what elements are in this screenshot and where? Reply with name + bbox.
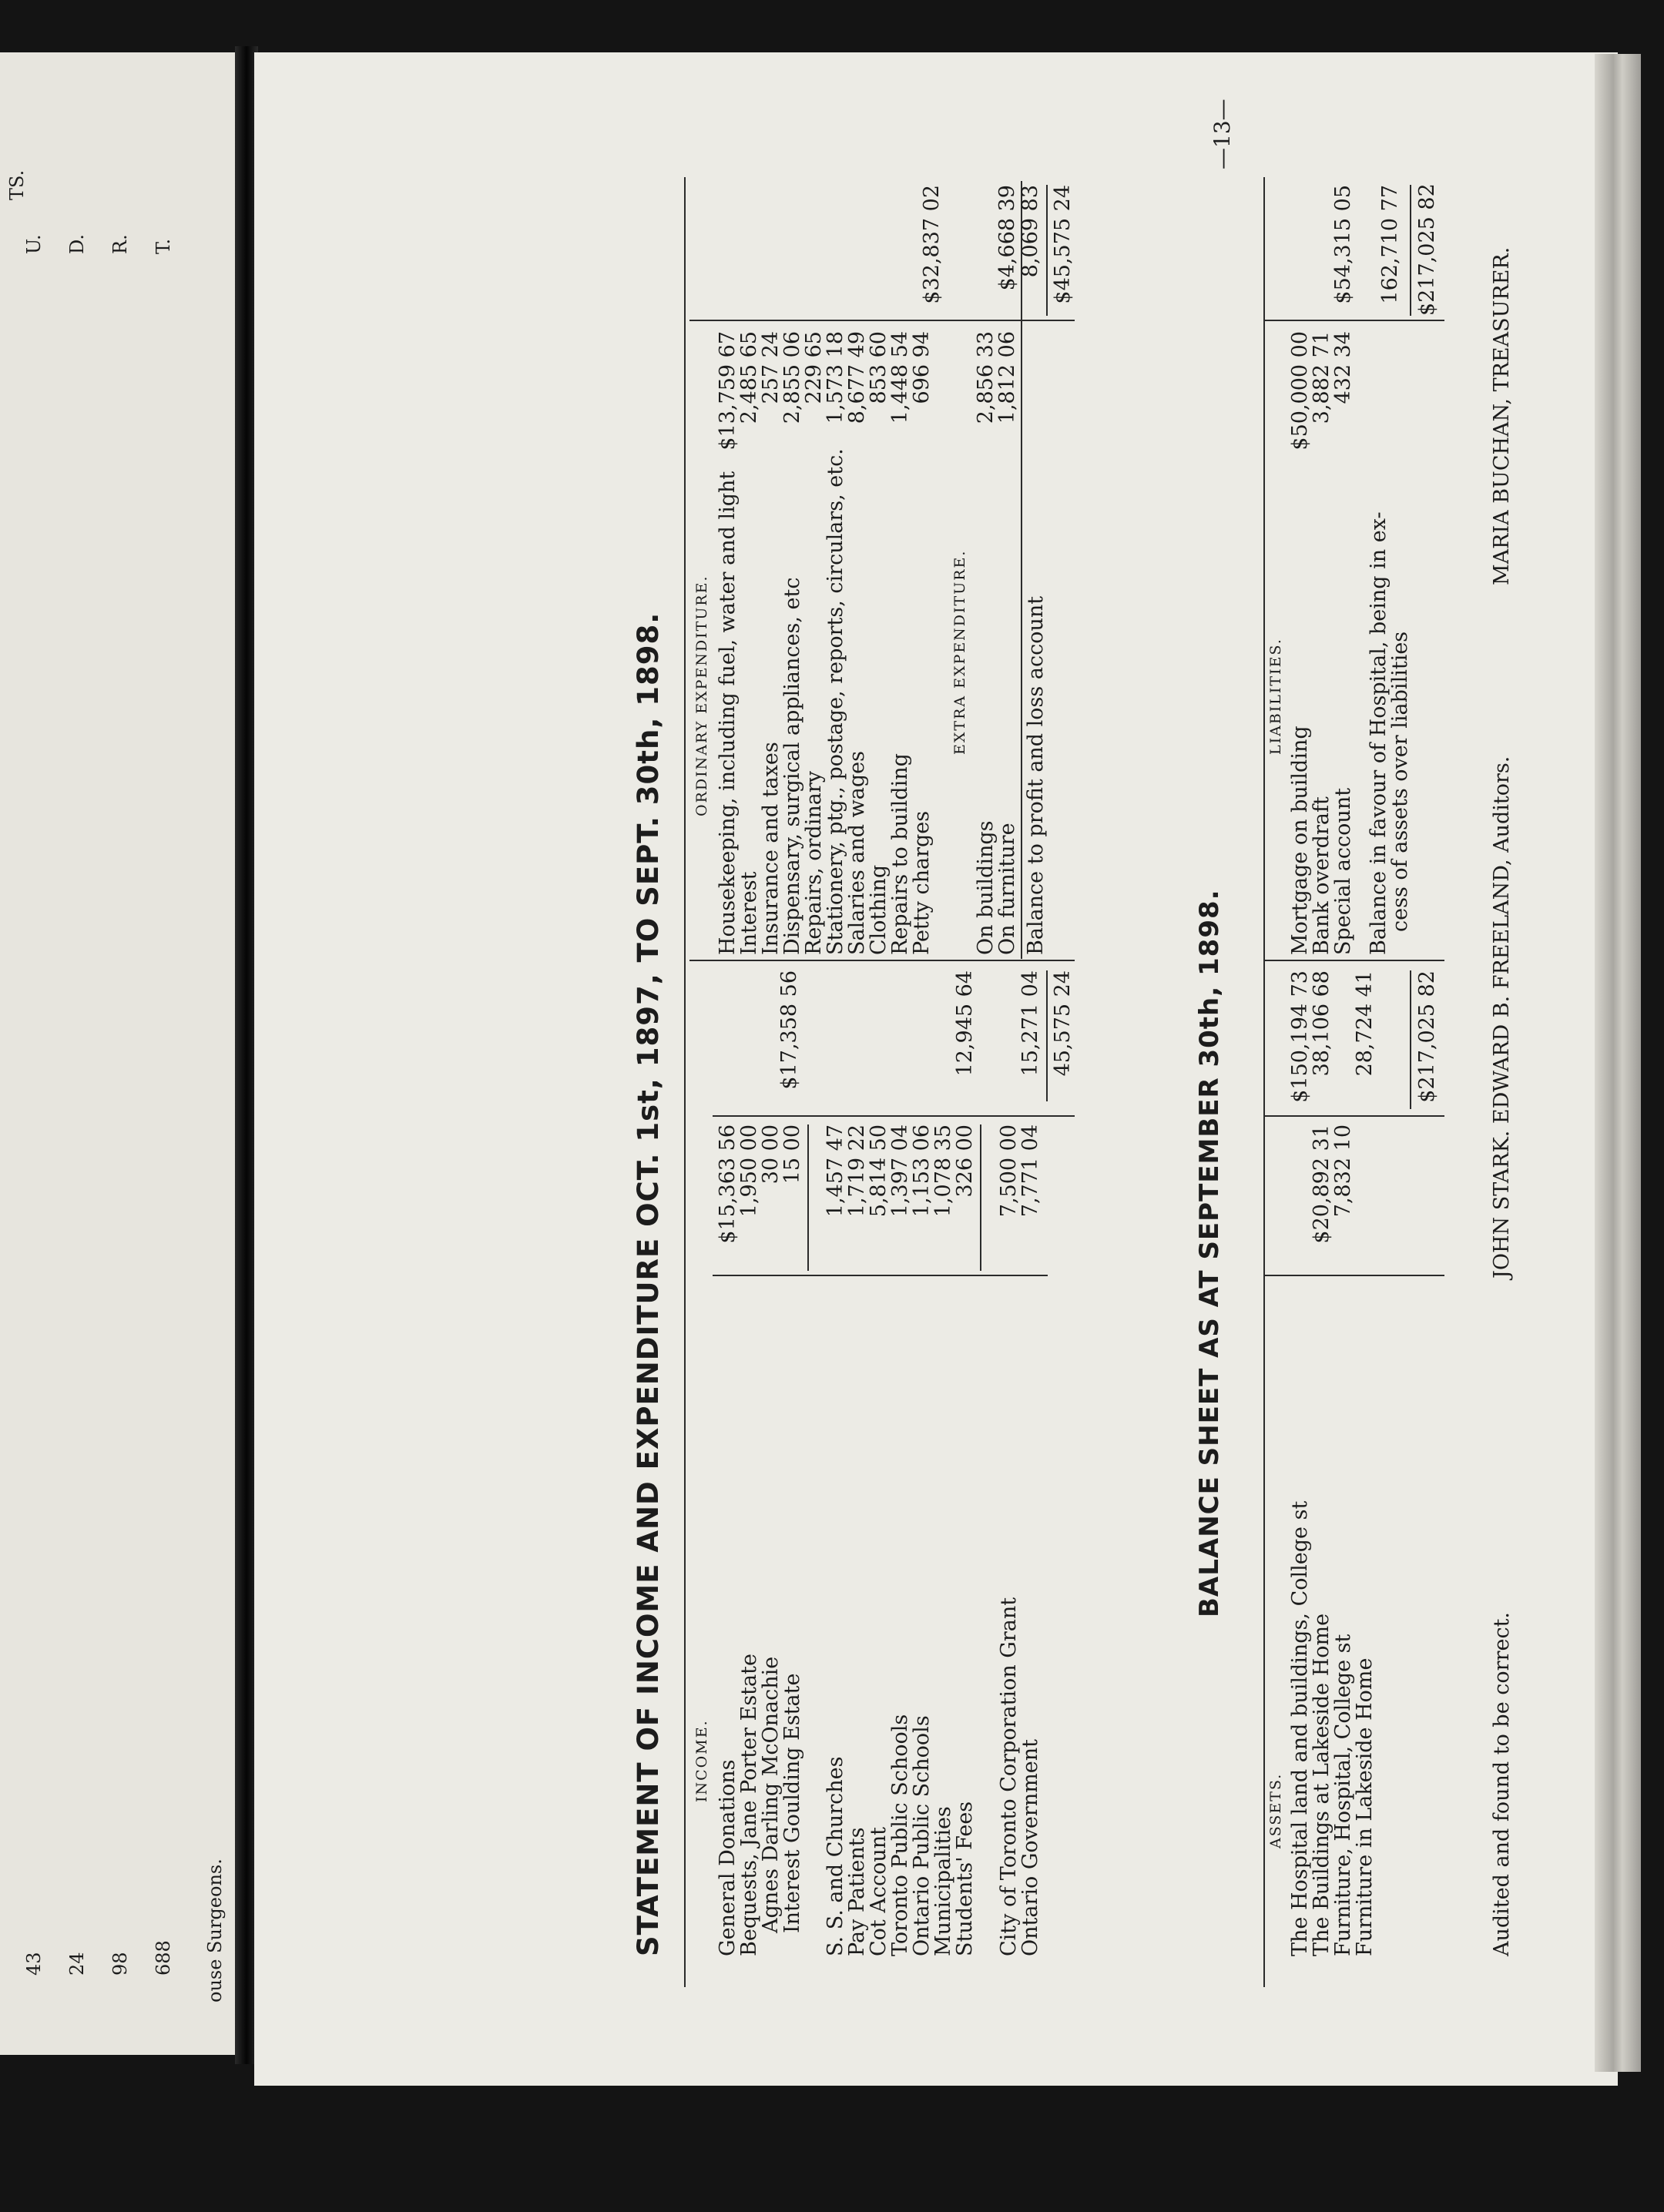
balance-amount: 8,069 83 bbox=[1018, 185, 1042, 278]
page-number: —13— bbox=[1209, 99, 1235, 169]
asset-label: Furniture in Lakeside Home bbox=[1353, 1657, 1377, 1956]
left-table-columns bbox=[23, 100, 196, 254]
income-amount: 5,814 50 bbox=[867, 1124, 891, 1218]
income-heading: INCOME. bbox=[693, 1719, 710, 1802]
income-total: 45,575 24 bbox=[1051, 970, 1075, 1077]
asset-label: The Buildings at Lakeside Home bbox=[1310, 1613, 1334, 1956]
audit-statement: Audited and found to be correct. bbox=[1490, 1611, 1514, 1956]
balance-favour-amount: 162,710 77 bbox=[1378, 185, 1402, 304]
income-label: Students' Fees bbox=[953, 1801, 977, 1956]
expense-label: Repairs to building bbox=[888, 753, 912, 955]
income-label: Pay Patients bbox=[845, 1827, 869, 1956]
income-amount: 1,457 47 bbox=[824, 1124, 847, 1218]
income-column-rule bbox=[713, 1115, 1075, 1117]
asset-column-rule bbox=[1263, 1115, 1444, 1117]
income-amount: 1,950 00 bbox=[737, 1124, 761, 1218]
expense-label: Housekeeping, including fuel, water and light bbox=[716, 471, 740, 955]
income-amount: 7,500 00 bbox=[997, 1124, 1021, 1218]
column-total: 43 bbox=[23, 1952, 45, 1976]
column-total: 98 bbox=[109, 1952, 131, 1976]
income-label: Ontario Government bbox=[1018, 1738, 1042, 1956]
asset-column-rule bbox=[1263, 1275, 1444, 1276]
asset-label: Furniture, Hospital, College st bbox=[1331, 1634, 1355, 1956]
income-rule bbox=[807, 1124, 809, 1271]
income-label: Bequests, Jane Porter Estate bbox=[737, 1654, 761, 1956]
page-edge bbox=[1595, 54, 1641, 2072]
income-column-rule bbox=[713, 1275, 1048, 1276]
expense-amount: 1,573 18 bbox=[824, 331, 847, 424]
treasurer-signature: MARIA BUCHAN, TREASURER. bbox=[1490, 246, 1514, 585]
liability-amount: $50,000 00 bbox=[1288, 331, 1312, 451]
expense-amount: $13,759 67 bbox=[716, 331, 740, 451]
income-label: Ontario Public Schools bbox=[910, 1715, 934, 1956]
left-page-content bbox=[0, 31, 231, 2018]
balance-favour-label-cont: cess of assets over liabilities bbox=[1388, 631, 1412, 932]
income-label: Toronto Public Schools bbox=[888, 1714, 912, 1956]
column-total: 24 bbox=[66, 1952, 88, 1976]
asset-total: 38,106 68 bbox=[1310, 970, 1334, 1077]
left-header-fragment: TS. bbox=[6, 169, 28, 200]
statement-bottom-rule bbox=[1263, 177, 1265, 1987]
asset-amount: 7,832 10 bbox=[1331, 1124, 1355, 1218]
expense-label: Clothing bbox=[867, 864, 891, 955]
asset-total: $150,194 73 bbox=[1288, 970, 1312, 1103]
income-amount: 1,153 06 bbox=[910, 1124, 934, 1218]
liabilities-heading: LIABILITIES. bbox=[1267, 638, 1284, 755]
extra-heading: EXTRA EXPENDITURE. bbox=[951, 549, 968, 755]
column-header: R. bbox=[109, 234, 131, 254]
income-amount: 1,719 22 bbox=[845, 1124, 869, 1218]
expense-label: Insurance and taxes bbox=[759, 742, 783, 955]
expense-label: On buildings bbox=[974, 820, 998, 955]
expense-column-rule bbox=[689, 320, 1075, 321]
liability-amount: 432 34 bbox=[1331, 331, 1355, 404]
column-header: T. bbox=[153, 238, 174, 254]
balance-center-rule bbox=[1263, 960, 1444, 961]
income-amount: 1,397 04 bbox=[888, 1124, 912, 1218]
column-header: U. bbox=[23, 234, 45, 254]
income-rule bbox=[1046, 970, 1048, 1101]
liability-column-rule bbox=[1263, 320, 1444, 321]
expense-label: Interest bbox=[737, 871, 761, 955]
ordinary-total: $32,837 02 bbox=[920, 185, 944, 304]
expense-amount: 853 60 bbox=[867, 331, 891, 404]
expense-label: On furniture bbox=[995, 823, 1019, 955]
income-amount: 326 00 bbox=[953, 1124, 977, 1198]
income-amount: 7,771 04 bbox=[1018, 1124, 1042, 1218]
expense-amount: 2,855 06 bbox=[780, 331, 804, 424]
balance-favour-label: Balance in favour of Hospital, being in ex- bbox=[1367, 511, 1391, 955]
expense-label: Petty charges bbox=[910, 810, 934, 955]
liability-amount: 3,882 71 bbox=[1310, 331, 1334, 424]
liability-label: Mortgage on building bbox=[1288, 726, 1312, 955]
ordinary-heading: ORDINARY EXPENDITURE. bbox=[693, 575, 710, 816]
expense-amount: 2,485 65 bbox=[737, 331, 761, 424]
income-label: City of Toronto Corporation Grant bbox=[997, 1597, 1021, 1956]
asset-amount: $20,892 31 bbox=[1310, 1124, 1334, 1244]
left-table-totals bbox=[23, 1914, 196, 1976]
expense-label: Salaries and wages bbox=[845, 751, 869, 955]
auditors-signature: JOHN STARK. EDWARD B. FREELAND, Auditors. bbox=[1490, 756, 1514, 1279]
expense-label: Stationery, ptg., postage, reports, circulars, etc. bbox=[824, 448, 847, 955]
expenditure-total: $45,575 24 bbox=[1051, 185, 1075, 304]
income-subtotal: 12,945 64 bbox=[953, 970, 977, 1077]
statement-title: STATEMENT OF INCOME AND EXPENDITURE OCT. 1st, 1897, TO SEPT. 30th, 1898. bbox=[632, 612, 665, 1956]
expense-rule bbox=[1046, 185, 1048, 316]
expense-amount: 1,812 06 bbox=[995, 331, 1019, 424]
income-amount: 15 00 bbox=[780, 1124, 804, 1185]
expense-amount: 1,448 54 bbox=[888, 331, 912, 424]
expense-label: Dispensary, surgical appliances, etc bbox=[780, 577, 804, 955]
income-rule bbox=[980, 1124, 981, 1271]
income-subtotal: $17,358 56 bbox=[777, 970, 801, 1090]
asset-rule bbox=[1410, 970, 1411, 1109]
income-label: Cot Account bbox=[867, 1827, 891, 1956]
assets-heading: ASSETS. bbox=[1267, 1772, 1284, 1848]
column-header: D. bbox=[66, 233, 88, 254]
rotated-page-content bbox=[270, 77, 1579, 2049]
expense-amount: 8,677 49 bbox=[845, 331, 869, 424]
expense-amount: 2,856 33 bbox=[974, 331, 998, 424]
income-label: General Donations bbox=[716, 1759, 740, 1956]
liability-label: Special account bbox=[1331, 787, 1355, 955]
column-total: 688 bbox=[153, 1940, 174, 1976]
balance-sheet-title: BALANCE SHEET AS AT SEPTEMBER 30th, 1898. bbox=[1194, 889, 1225, 1617]
income-label: Interest Goulding Estate bbox=[780, 1673, 804, 1933]
income-label: S. S. and Churches bbox=[824, 1756, 847, 1956]
income-amount: 1,078 35 bbox=[931, 1124, 955, 1218]
liabilities-subtotal: $54,315 05 bbox=[1331, 185, 1355, 304]
income-amount: $15,363 56 bbox=[716, 1124, 740, 1244]
income-label: Municipalities bbox=[931, 1806, 955, 1956]
liabilities-total: $217,025 82 bbox=[1415, 183, 1439, 316]
assets-total: $217,025 82 bbox=[1415, 970, 1439, 1103]
income-subtotal: 15,271 04 bbox=[1018, 970, 1042, 1077]
income-label: Agnes Darling McOnachie bbox=[759, 1656, 783, 1933]
extra-total: $4,668 39 bbox=[995, 185, 1019, 291]
asset-total: 28,724 41 bbox=[1353, 970, 1377, 1077]
income-amount: 30 00 bbox=[759, 1124, 783, 1185]
statement-top-rule bbox=[684, 177, 686, 1987]
expense-amount: 696 94 bbox=[910, 331, 934, 404]
expense-amount: 229 65 bbox=[802, 331, 826, 404]
liability-label: Bank overdraft bbox=[1310, 796, 1334, 955]
left-footnote-fragment: ouse Surgeons. bbox=[204, 1858, 226, 2003]
balance-label: Balance to profit and loss account bbox=[1024, 595, 1048, 955]
expense-amount: 257 24 bbox=[759, 331, 783, 404]
statement-center-rule bbox=[689, 960, 1075, 961]
expense-label: Repairs, ordinary bbox=[802, 771, 826, 955]
liability-rule bbox=[1410, 185, 1411, 316]
asset-label: The Hospital land and buildings, College st bbox=[1288, 1500, 1312, 1956]
